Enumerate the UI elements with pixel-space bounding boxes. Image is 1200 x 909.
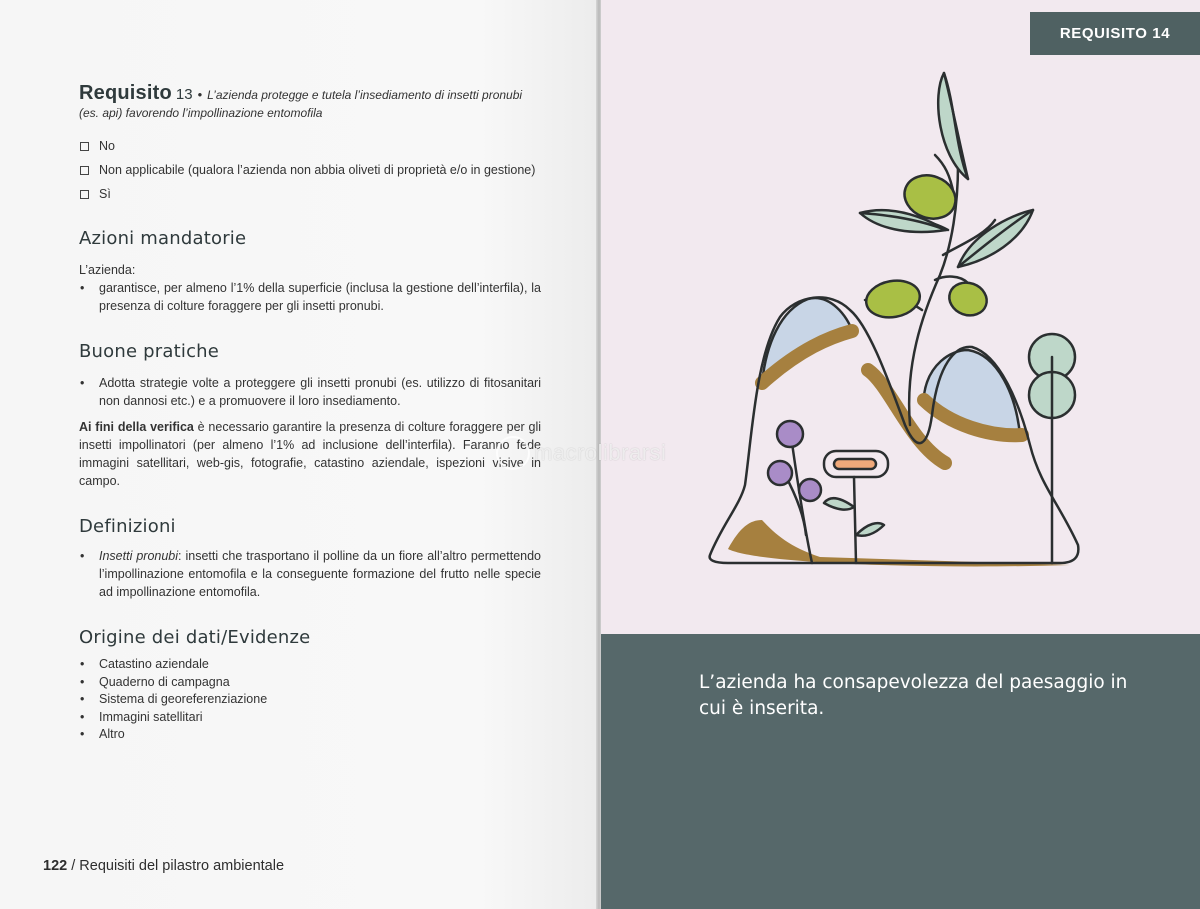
page-number: 122: [43, 858, 68, 874]
azioni-intro: L’azienda:: [79, 263, 136, 277]
running-title: Requisiti del pilastro ambientale: [79, 858, 285, 874]
requirement-number: 13: [175, 86, 193, 103]
verifica-bold: Ai fini della verifica: [79, 420, 194, 434]
section-azioni: [79, 228, 541, 315]
watermark-logo-icon: [496, 436, 530, 470]
verifica-text: è necessario garantire la presenza di colture foraggere per gli insetti impollinatori (per almeno l’1% ad inclusione dell’interfila). Faranno fede immagini satellitari, web-gis, fotografie, catastino aziendale, ispezioni visive in campo.: [79, 420, 541, 488]
section-title-buone: Buone pratiche: [79, 341, 220, 362]
option-label: Non applicabile (qualora l’azienda non abbia oliveti di proprietà e/o in gestione): [99, 163, 536, 177]
option-label: No: [99, 139, 115, 153]
section-definizioni: [79, 516, 541, 601]
requirement-word: Requisito: [79, 82, 172, 104]
option-label: Sì: [99, 187, 111, 201]
section-title-definizioni: Definizioni: [79, 516, 176, 537]
checkbox-icon[interactable]: [80, 142, 89, 151]
requirement-heading: [79, 84, 541, 122]
definizioni-list: [79, 547, 541, 601]
section-buone-pratiche: [79, 341, 541, 490]
option-not-applicable[interactable]: [79, 158, 541, 182]
section-title-azioni: Azioni mandatorie: [79, 228, 247, 249]
list-item: • Quaderno di campagna: [79, 674, 541, 692]
olive-branch-hills-icon: [700, 65, 1090, 580]
list-item: • Adotta strategie volte a proteggere gli insetti pronubi (es. utilizzo di fitosanitari non dannosi etc.) e a promuovere il loro insediamento.: [79, 374, 541, 410]
list-item: [79, 547, 541, 601]
definition-term: Insetti pronubi: [99, 549, 179, 563]
tagline-panel: [601, 634, 1200, 909]
requirement-options: [79, 134, 541, 206]
footer-separator: /: [71, 858, 76, 874]
list-item: • garantisce, per almeno l’1% della superficie (inclusa la gestione dell’interfila), la presenza di colture foraggere per gli insetti pronubi.: [79, 279, 541, 315]
left-content: [79, 84, 541, 744]
watermark: [496, 436, 666, 470]
watermark-text: macrolibrarsi: [534, 440, 667, 465]
checkbox-icon[interactable]: [80, 166, 89, 175]
list-item: • Sistema di georeferenziazione: [79, 691, 541, 709]
definition-text: : insetti che trasportano il polline da un fiore all’altro permettendo l’impollinazione entomofila e la conseguente formazione del frutto nelle specie ad impollinazione entomofila.: [99, 549, 542, 599]
option-yes[interactable]: [79, 182, 541, 206]
list-item: • Immagini satellitari: [79, 709, 541, 727]
checkbox-icon[interactable]: [80, 190, 89, 199]
page-footer: [43, 858, 284, 874]
section-title-origine: Origine dei dati/Evidenze: [79, 627, 311, 648]
requirement-separator: •: [197, 87, 203, 102]
requirement-badge: REQUISITO 14: [1030, 12, 1200, 55]
verifica-paragraph: [79, 418, 541, 490]
option-no[interactable]: [79, 134, 541, 158]
tagline-text: L’azienda ha consapevolezza del paesaggio in cui è inserita.: [699, 672, 1128, 719]
list-item: • Catastino aziendale: [79, 656, 541, 674]
buone-list: [79, 374, 541, 410]
section-origine: [79, 627, 541, 744]
origine-list: [79, 656, 541, 744]
list-item: • Altro: [79, 726, 541, 744]
requirement-text: L’azienda protegge e tutela l’insediamento di insetti pronubi (es. api) favorendo l’impollinazione entomofila: [79, 88, 523, 120]
azioni-list: [79, 279, 541, 315]
